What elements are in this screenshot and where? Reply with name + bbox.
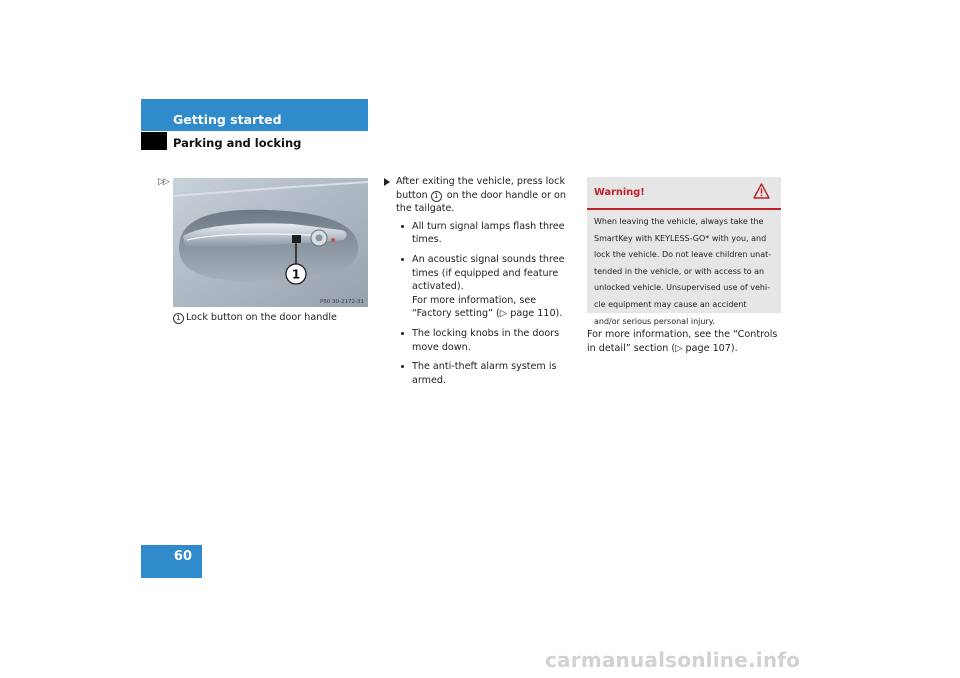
more-info-paragraph — [587, 328, 787, 356]
step-text-before: After exiting the vehicle, press lock button — [396, 176, 566, 201]
result-list — [383, 220, 578, 388]
step-text-after: on the door handle or on the tailgate. — [396, 189, 566, 215]
figure-caption — [173, 311, 337, 324]
step-callout-number: 1 — [431, 191, 442, 202]
reference-close: ). — [730, 343, 738, 354]
warning-line: lock the vehicle. Do not leave children unat- — [594, 250, 772, 260]
warning-line: tended in the vehicle, or with access to an — [594, 266, 765, 276]
page-number-text: 60 — [173, 549, 192, 564]
door-handle-photo — [173, 178, 368, 307]
list-item-text: All turn signal lamps flash three times. — [412, 220, 565, 246]
list-item — [383, 327, 578, 354]
image-code: P80.30-2172-31 — [319, 299, 364, 305]
page-reference-link[interactable]: ▷ page 107 — [675, 343, 731, 354]
door-handle-illustration — [173, 178, 368, 307]
list-item-text: The locking knobs in the doors move down. — [412, 327, 560, 353]
warning-divider — [587, 208, 781, 210]
list-item-text: The anti-theft alarm system is armed. — [412, 361, 557, 386]
page-number — [141, 545, 202, 578]
list-item-text: An acoustic signal sounds three times (if equipped and feature activated). — [412, 253, 565, 293]
warning-box — [587, 177, 781, 326]
cross-reference-text: For more information, see “Factory setting” ( — [412, 294, 537, 320]
watermark: carmanualsonline.info — [545, 648, 801, 672]
list-item — [383, 253, 578, 321]
step-arrow-icon — [384, 178, 390, 186]
figure-callout-1: 1 — [291, 267, 301, 282]
caption-callout-number: 1 — [173, 313, 184, 324]
page-reference-link[interactable]: ▷ page 110 — [499, 308, 556, 320]
warning-line: SmartKey with KEYLESS-GO* with you, and — [594, 233, 767, 243]
continuation-marker: ▷▷ — [158, 177, 168, 187]
instructions-column — [383, 175, 578, 393]
section-header — [141, 99, 368, 131]
warning-title: Warning! — [594, 187, 645, 198]
subsection-marker — [141, 132, 167, 150]
warning-text — [594, 214, 778, 330]
warning-line: and/or serious personal injury. — [594, 316, 715, 326]
more-info-text: For more information, see the “Controls in detail” section ( — [587, 329, 778, 354]
warning-line: When leaving the vehicle, always take the — [594, 217, 764, 226]
list-item — [383, 360, 578, 387]
section-title: Getting started — [173, 112, 282, 127]
list-item — [383, 220, 578, 247]
subsection-title: Parking and locking — [173, 136, 302, 150]
caption-text: Lock button on the door handle — [186, 312, 337, 323]
warning-triangle-icon — [753, 183, 770, 199]
warning-line: cle equipment may cause an accident — [594, 299, 747, 309]
reference-close: ). — [555, 308, 563, 320]
warning-line: unlocked vehicle. Unsupervised use of vehi- — [594, 283, 771, 293]
instruction-step — [383, 175, 578, 216]
